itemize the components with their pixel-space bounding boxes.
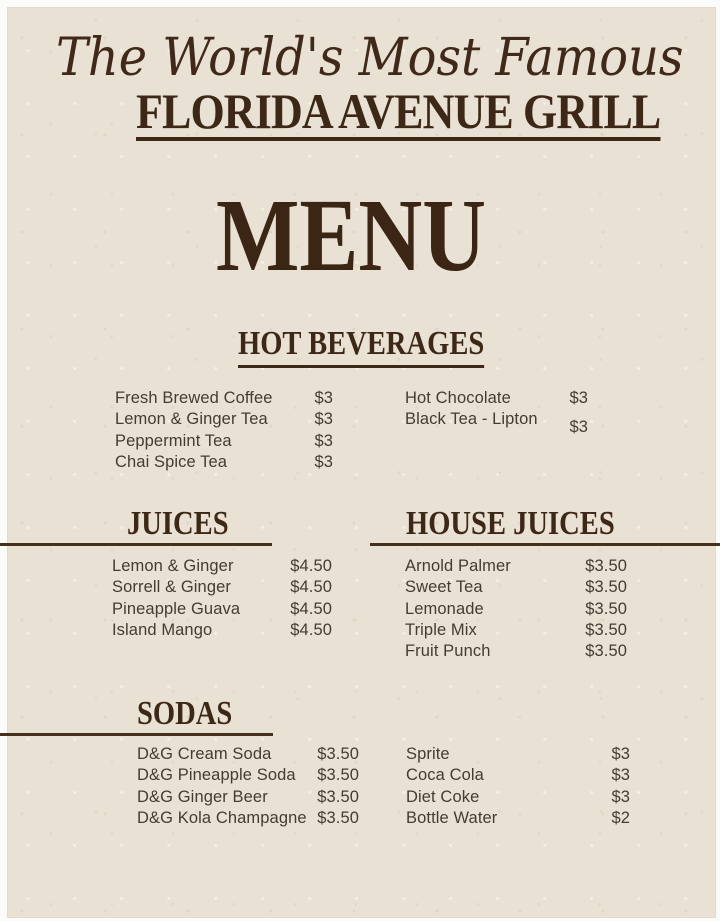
item-price: $3.50: [585, 578, 627, 597]
item-price: $4.50: [290, 578, 332, 597]
item-price: $3: [314, 431, 333, 450]
menu-item-row: [406, 809, 630, 830]
menu-item-row: [115, 432, 333, 453]
item-price: $3.50: [585, 642, 627, 661]
item-name: D&G Cream Soda: [137, 745, 272, 763]
item-name: Coca Cola: [406, 766, 484, 785]
item-name: Fresh Brewed Coffee: [115, 389, 273, 407]
item-name: Hot Chocolate: [405, 389, 511, 407]
item-price: $4.50: [290, 620, 332, 639]
section-title-juices: JUICES: [127, 505, 229, 542]
menu-item-row: [405, 389, 588, 410]
item-price: $3.50: [585, 620, 627, 639]
item-price: $3.50: [317, 787, 359, 806]
section-title-sodas: SODAS: [137, 695, 233, 732]
house-juices-divider-rule: [370, 543, 720, 546]
item-name: Sprite: [406, 745, 450, 763]
menu-item-row: [137, 766, 359, 787]
menu-item-row: [405, 600, 627, 621]
juices-divider-rule: [0, 543, 272, 546]
menu-item-row: [112, 600, 332, 621]
house-juices-list: [405, 557, 627, 663]
item-name: Chai Spice Tea: [115, 452, 228, 471]
menu-title: MENU: [216, 178, 487, 293]
item-name: Lemon & Ginger Tea: [115, 410, 268, 429]
item-name: Bottle Water: [406, 808, 498, 827]
item-price: $3: [314, 410, 333, 429]
section-title-hot-beverages: HOT BEVERAGES: [238, 327, 484, 368]
menu-item-row: [405, 578, 627, 599]
item-name: Black Tea - Lipton: [405, 410, 538, 429]
menu-item-row: [137, 788, 359, 809]
item-name: Island Mango: [112, 620, 213, 639]
menu-item-row: [405, 621, 627, 642]
menu-item-row: [405, 557, 627, 578]
item-name: Lemon & Ginger: [112, 557, 234, 575]
sodas-left-list: [137, 745, 359, 830]
hot-beverages-right-list: [405, 389, 588, 437]
item-price: $3: [569, 418, 588, 437]
item-name: Sweet Tea: [405, 578, 483, 597]
juices-list: [112, 557, 332, 642]
sodas-divider-rule: [0, 733, 273, 736]
item-price: $3: [314, 452, 333, 471]
item-price: $3.50: [585, 557, 627, 575]
item-name: Fruit Punch: [405, 642, 491, 661]
item-name: Sorrell & Ginger: [112, 578, 231, 597]
tagline: The World's Most Famous: [56, 28, 684, 88]
menu-item-row: [406, 745, 630, 766]
item-price: $3: [569, 389, 588, 407]
item-name: D&G Kola Champagne: [137, 808, 307, 827]
item-name: Peppermint Tea: [115, 431, 232, 450]
sodas-right-list: [406, 745, 630, 830]
menu-item-row: [115, 410, 333, 431]
item-price: $3: [611, 745, 630, 763]
item-price: $3.50: [585, 599, 627, 618]
menu-item-row: [406, 766, 630, 787]
item-name: Triple Mix: [405, 620, 477, 639]
menu-item-row: [406, 788, 630, 809]
section-title-house-juices: HOUSE JUICES: [406, 505, 615, 542]
item-name: Arnold Palmer: [405, 557, 511, 575]
item-price: $3: [611, 787, 630, 806]
menu-item-row: [115, 389, 333, 410]
item-name: D&G Pineapple Soda: [137, 766, 296, 785]
menu-item-row: [405, 410, 588, 437]
item-price: $3.50: [317, 766, 359, 785]
menu-item-row: [115, 453, 333, 474]
item-price: $3.50: [317, 808, 359, 827]
item-price: $4.50: [290, 599, 332, 618]
menu-item-row: [112, 578, 332, 599]
item-price: $3: [611, 766, 630, 785]
item-name: Pineapple Guava: [112, 599, 241, 618]
menu-item-row: [137, 745, 359, 766]
menu-item-row: [112, 621, 332, 642]
item-name: Diet Coke: [406, 787, 480, 806]
item-name: Lemonade: [405, 599, 484, 618]
item-price: $2: [611, 808, 630, 827]
hot-beverages-left-list: [115, 389, 333, 474]
menu-item-row: [112, 557, 332, 578]
item-price: $3: [314, 389, 333, 407]
item-price: $3.50: [317, 745, 359, 763]
item-price: $4.50: [290, 557, 332, 575]
menu-item-row: [137, 809, 359, 830]
item-name: D&G Ginger Beer: [137, 787, 268, 806]
menu-item-row: [405, 642, 627, 663]
restaurant-name: FLORIDA AVENUE GRILL: [136, 83, 661, 139]
